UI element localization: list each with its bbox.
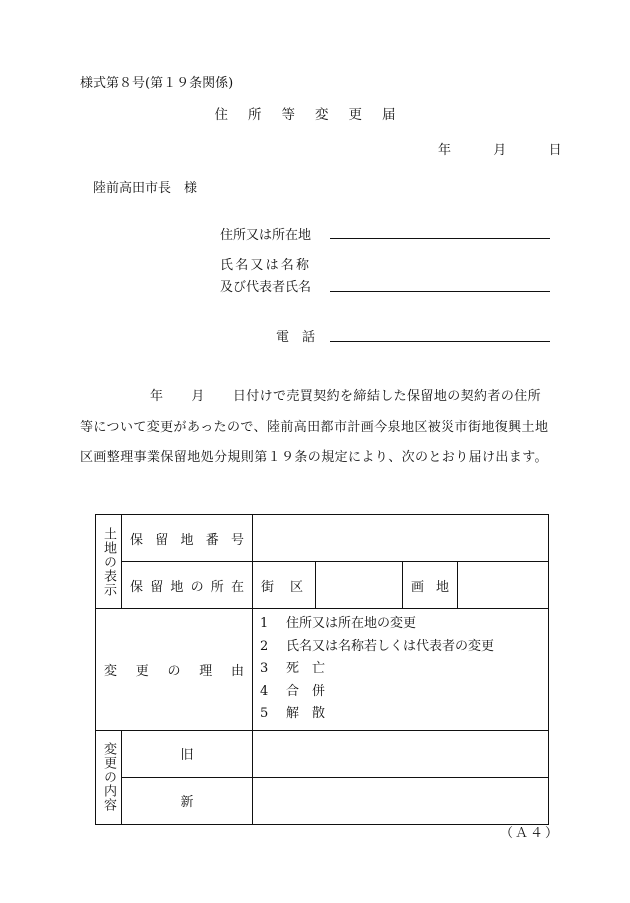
reason-text: 住所又は所在地の変更 xyxy=(286,616,417,631)
reserved-land-number-label: 保 留 地 番 号 xyxy=(122,515,253,562)
reason-text: 解 散 xyxy=(286,706,326,721)
reason-number: 4 xyxy=(260,683,269,699)
notification-paragraph xyxy=(80,382,550,474)
date-day: 日 xyxy=(548,143,562,158)
date-line xyxy=(438,139,562,158)
date-month: 月 xyxy=(493,143,507,158)
block-label: 街 区 xyxy=(253,562,316,609)
form-number: 様式第８号(第１９条関係) xyxy=(80,76,234,91)
new-field[interactable] xyxy=(253,777,549,824)
reason-option[interactable] xyxy=(260,636,548,659)
reason-number: 2 xyxy=(260,638,269,654)
form-table xyxy=(95,514,549,825)
address-field[interactable] xyxy=(330,237,550,239)
land-display-header: 土地の表示 xyxy=(96,515,122,609)
reason-options xyxy=(253,609,549,731)
reason-label: 変 更 の 理 由 xyxy=(96,609,253,731)
reason-number: 1 xyxy=(260,616,269,631)
reserved-land-location-label: 保 留 地 の 所 在 xyxy=(122,562,253,609)
new-label: 新 xyxy=(122,777,253,824)
block-field[interactable] xyxy=(316,562,403,609)
reason-option[interactable] xyxy=(260,703,548,726)
name-label-line2: 及び代表者氏名 xyxy=(220,280,312,295)
reason-text: 合 併 xyxy=(286,683,326,699)
phone-field[interactable] xyxy=(330,340,550,342)
lot-field[interactable] xyxy=(458,562,549,609)
body-year: 年 xyxy=(150,389,164,404)
reason-text: 氏名又は名称若しくは代表者の変更 xyxy=(286,638,495,654)
reason-text: 死 亡 xyxy=(286,661,326,676)
reason-option[interactable] xyxy=(260,658,548,681)
address-label: 住所又は所在地 xyxy=(220,228,312,243)
lot-label: 画 地 xyxy=(403,562,458,609)
addressee: 陸前高田市長 様 xyxy=(93,181,198,196)
reason-option[interactable] xyxy=(260,613,548,636)
phone-label: 電 話 xyxy=(276,330,316,345)
reason-option[interactable] xyxy=(260,681,548,704)
reason-number: 5 xyxy=(260,706,269,721)
name-field[interactable] xyxy=(330,290,550,292)
old-field[interactable] xyxy=(253,730,549,777)
reason-number: 3 xyxy=(260,661,269,676)
body-text: 日付けで売買契約を締結した保留地の契約者の住所等について変更があったので、陸前高田都市計画今泉地区被災市街地復興土地区画整理事業保留地処分規則第１９条の規定により、次のとおり届け出ます。 xyxy=(80,389,549,465)
name-label-line1: 氏名又は名称 xyxy=(220,258,312,273)
body-month: 月 xyxy=(191,389,205,404)
document-title: 住所等変更届 xyxy=(214,107,416,123)
date-year: 年 xyxy=(438,143,452,158)
old-label: 旧 xyxy=(122,730,253,777)
paper-size-note: （Ａ４） xyxy=(500,826,561,841)
change-content-header: 変更の内容 xyxy=(96,730,122,824)
reserved-land-number-field[interactable] xyxy=(253,515,549,562)
